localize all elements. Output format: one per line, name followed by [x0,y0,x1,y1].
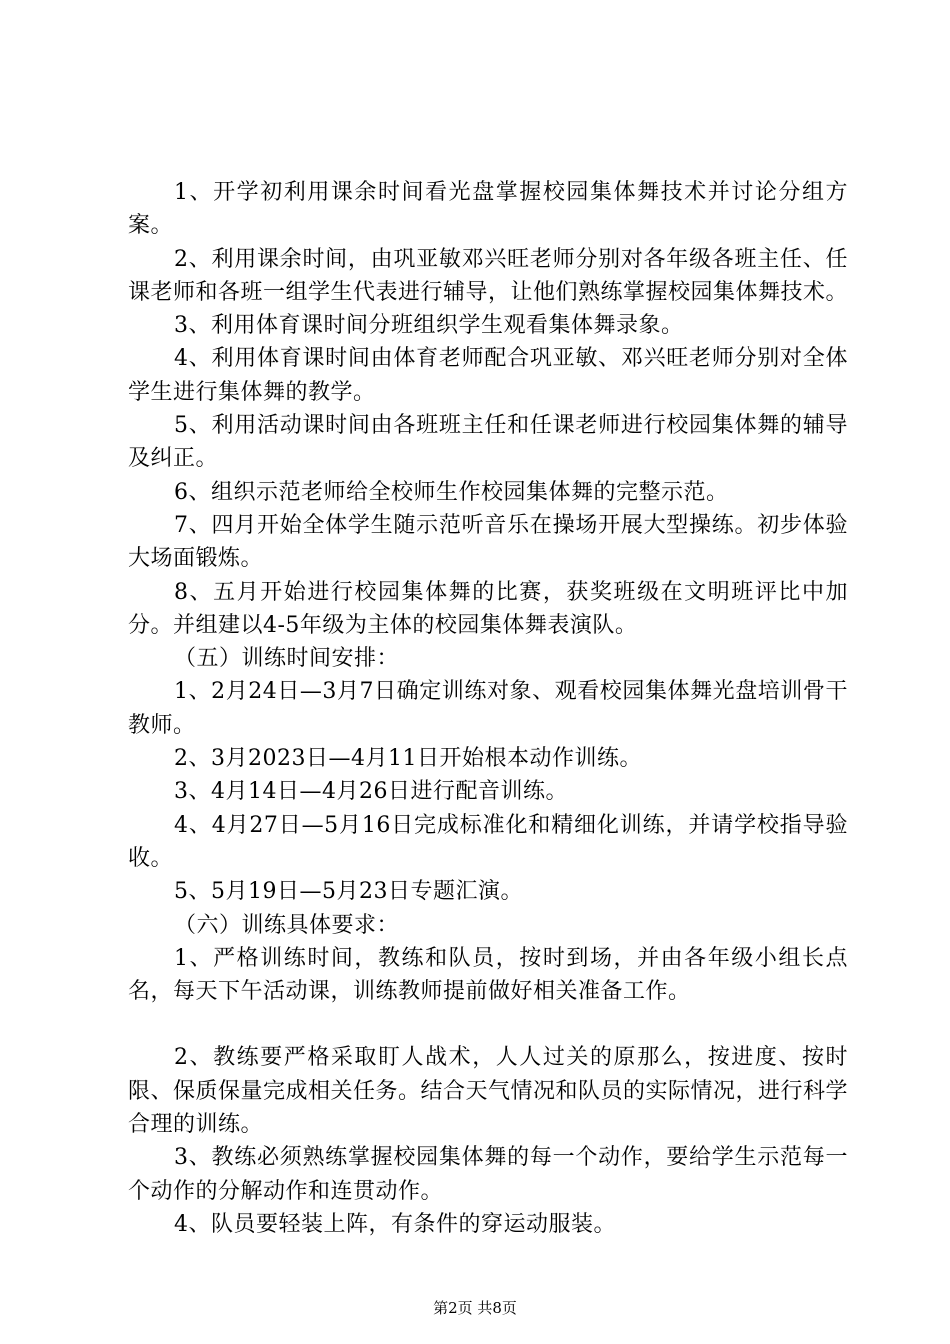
paragraph: 1、开学初利用课余时间看光盘掌握校园集体舞技术并讨论分组方案。 [128,180,848,239]
paragraph: 4、4月27日—5月16日完成标准化和精细化训练，并请学校指导验收。 [128,812,848,871]
paragraph: 4、利用体育课时间由体育老师配合巩亚敏、邓兴旺老师分别对全体学生进行集体舞的教学。 [128,346,848,405]
paragraph: 8、五月开始进行校园集体舞的比赛，获奖班级在文明班评比中加分。并组建以4-5年级为主体的校园集体舞表演队。 [128,579,848,638]
page-number-footer: 第2页 共8页 [433,1299,517,1317]
paragraph: 7、四月开始全体学生随示范听音乐在操场开展大型操练。初步体验大场面锻炼。 [128,512,848,572]
paragraph: 4、队员要轻装上阵，有条件的穿运动服装。 [174,1211,616,1237]
paragraph: 3、4月14日—4月26日进行配音训练。 [174,779,568,805]
paragraph: 3、教练必须熟练掌握校园集体舞的每一个动作，要给学生示范每一个动作的分解动作和连贯动作。 [128,1145,848,1204]
paragraph: 2、3月2023日—4月11日开始根本动作训练。 [174,746,642,772]
paragraph: 1、严格训练时间，教练和队员，按时到场，并由各年级小组长点名，每天下午活动课，训练教师提前做好相关准备工作。 [128,945,848,1005]
section-heading: （五）训练时间安排： [174,646,400,672]
document-body [128,176,848,1241]
paragraph: 5、利用活动课时间由各班班主任和任课老师进行校园集体舞的辅导及纠正。 [128,413,848,472]
paragraph: 6、组织示范老师给全校师生作校园集体舞的完整示范。 [174,479,729,505]
section-heading: （六）训练具体要求： [174,912,400,938]
paragraph: 2、教练要严格采取盯人战术，人人过关的原那么，按进度、按时限、保质保量完成相关任务。结合天气情况和队员的实际情况，进行科学合理的训练。 [128,1045,849,1138]
paragraph: 1、2月24日—3月7日确定训练对象、观看校园集体舞光盘培训骨干教师。 [128,679,848,738]
paragraph: 5、5月19日—5月23日专题汇演。 [174,879,523,905]
paragraph: 3、利用体育课时间分班组织学生观看集体舞录象。 [174,313,684,339]
paragraph: 2、利用课余时间，由巩亚敏邓兴旺老师分别对各年级各班主任、任课老师和各班一组学生代表进行辅导，让他们熟练掌握校园集体舞技术。 [128,246,849,305]
